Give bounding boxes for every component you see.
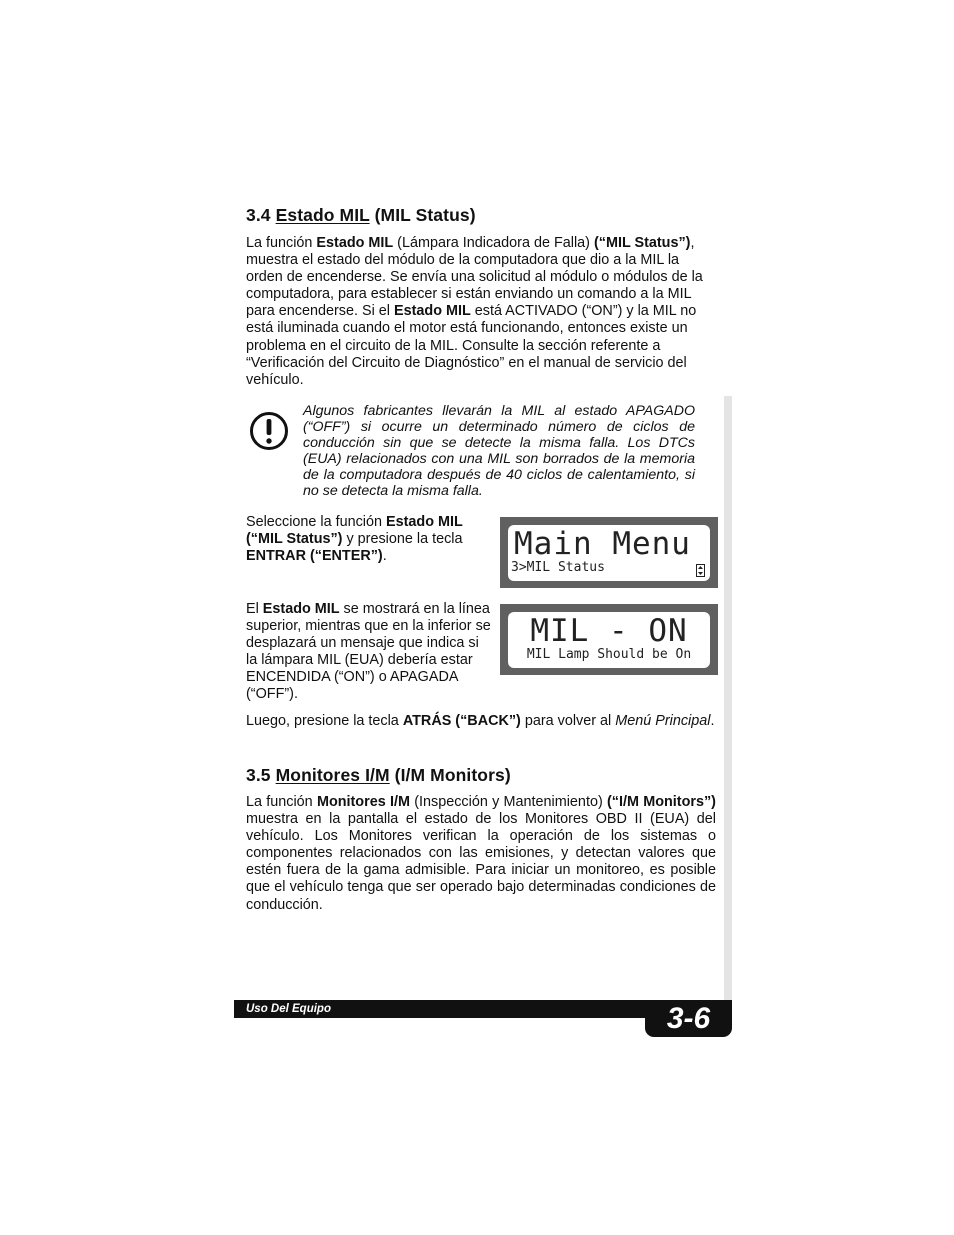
scroll-arrows-icon [696, 564, 705, 577]
text-run: muestra en la pantalla el estado de los Monitores OBD II (EUA) del vehículo. Los Monitores verifican la operación de los sistemas o componentes relacionados con las emisiones, y detectan valores que estén fuera de la gama admisible. Para iniciar un monitoreo, es posible que el vehículo tenga que ser operado bajo determinadas condiciones de conducción. [246, 811, 716, 913]
text-run: (“MIL Status”) [593, 235, 691, 251]
text-run: Estado MIL [316, 235, 394, 251]
text-run: Monitores I/M [316, 794, 410, 810]
text-run: El [246, 601, 263, 617]
section-3-5-heading [246, 765, 511, 786]
lcd-main-menu-screen [500, 517, 718, 588]
lcd-display [508, 525, 710, 581]
text-run: ENTRAR (“ENTER”) [246, 548, 383, 565]
footer-chapter-label: Uso Del Equipo [246, 1003, 331, 1015]
text-run: Estado MIL [262, 601, 340, 617]
section-subtitle: (MIL Status) [374, 205, 476, 225]
lcd-title-line: MIL - ON [530, 613, 688, 649]
exclamation-circle-icon [249, 411, 289, 451]
text-run: La función [246, 794, 317, 810]
section-3-4-heading [246, 205, 476, 226]
text-run: La función [246, 235, 317, 251]
text-run: se mostrará en la línea superior, mientras que en la inferior se desplazará un mensaje que indica si la lámpara MIL (EUA) debería estar ENCENDIDA (“ON”) o APAGADA (“OFF”). [246, 601, 491, 703]
text-run: Menú Principal [615, 713, 711, 729]
section-title: Estado MIL [275, 205, 370, 225]
warning-note: Algunos fabricantes llevarán la MIL al estado APAGADO (“OFF”) si ocurre un determinado número de ciclos de conducción sin que se detecte la misma falla. Los DTCs (EUA) relacionados con una MIL son borrados de la memoria de la computadora después de 40 ciclos de calentamiento, si no se detecta la misma falla. [303, 403, 695, 499]
lcd-display [508, 612, 710, 668]
text-run: Estado MIL [394, 303, 471, 320]
text-run: . [710, 713, 715, 729]
text-run: Estado MIL (“MIL Status”) [246, 514, 463, 548]
step-select-mil-status [246, 514, 486, 565]
section-number: 3.4 [246, 205, 271, 225]
step-mil-display [246, 601, 491, 704]
im-monitors-intro [246, 794, 716, 914]
text-run: (Inspección y Mantenimiento) [409, 794, 607, 810]
text-run: Seleccione la función [246, 514, 386, 530]
lcd-mil-on-screen [500, 604, 718, 675]
text-run: Luego, presione la tecla [246, 713, 403, 729]
page-number: 3-6 [645, 1000, 732, 1037]
section-number: 3.5 [246, 765, 271, 785]
lcd-menu-line: 3>MIL Status [511, 560, 605, 575]
text-run: ATRÁS (“BACK”) [402, 713, 521, 729]
lcd-message-line: MIL Lamp Should be On [526, 647, 692, 662]
text-run: (Lámpara Indicadora de Falla) [393, 235, 594, 251]
text-run: y presione la tecla [342, 531, 463, 548]
section-subtitle: (I/M Monitors) [394, 765, 511, 785]
text-run: (“I/M Monitors”) [607, 794, 716, 810]
side-margin-bar [724, 396, 732, 1004]
text-run: , muestra el estado del módulo de la computadora que dio a la MIL la orden de encenderse. Se envía una solicitud al módulo o módulos de la computadora, para establecer si están enviando un comando a la MIL para encenderse. Si el [246, 235, 703, 320]
text-run: está ACTIVADO (“ON”) y la MIL no está iluminada cuando el motor está funcionando, entonces existe un problema en el circuito de la MIL. Consulte la sección referente a “Verificación del Circuito de Diagnóstico” en el manual de servicio del vehículo. [246, 303, 697, 388]
text-run: para volver al [520, 713, 616, 729]
section-title: Monitores I/M [275, 765, 390, 785]
lcd-title-line: Main Menu [514, 526, 691, 562]
text-run: . [382, 548, 387, 565]
mil-status-intro [246, 235, 716, 389]
step-press-back [246, 713, 718, 730]
